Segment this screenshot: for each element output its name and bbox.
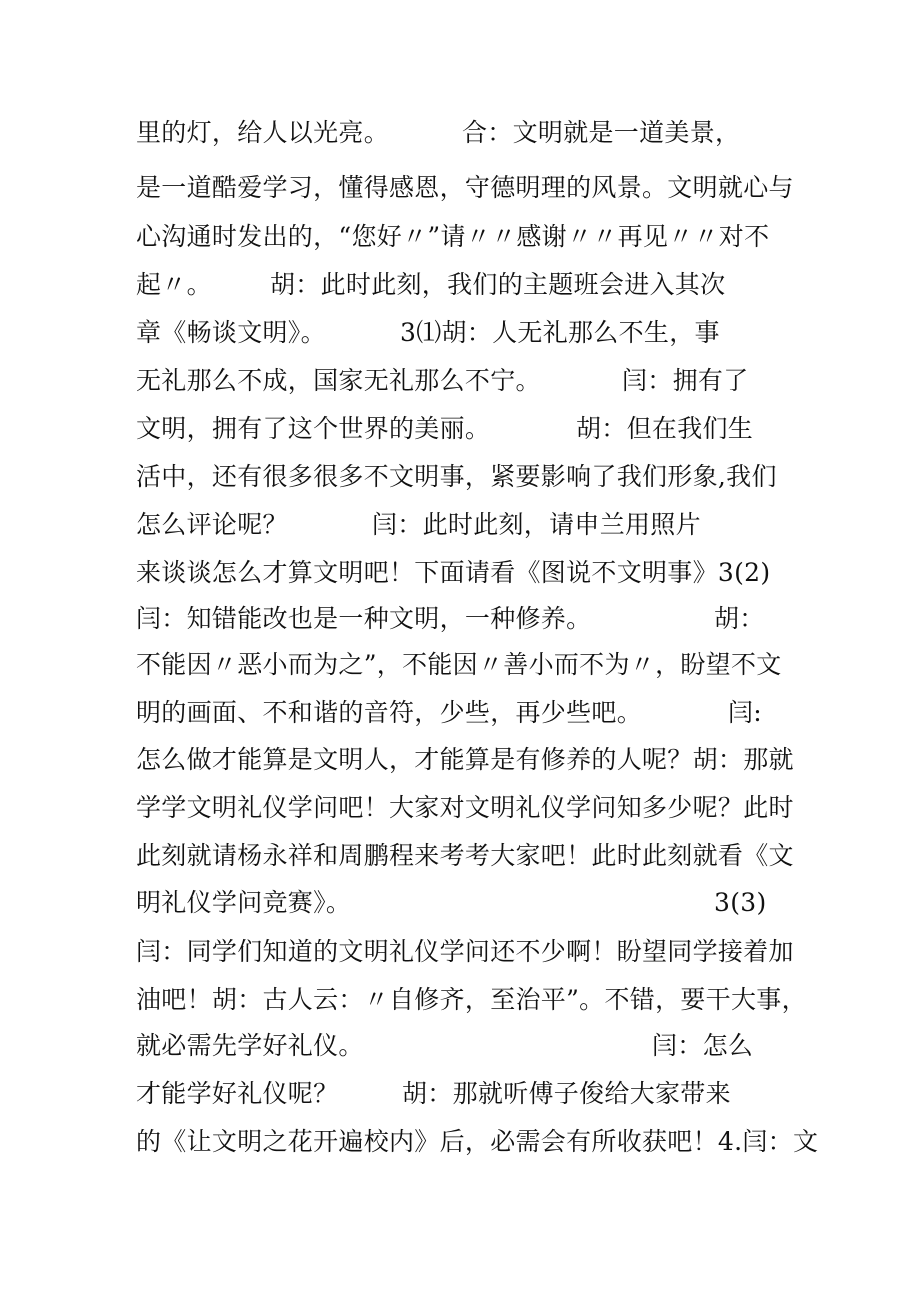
line-17-left: 明礼仪学问竞赛》。 <box>136 888 352 917</box>
line-9-right: 闫：此时此刻，请申兰用照片 <box>372 510 701 539</box>
line-1-left: 里的灯，给人以光亮。 <box>136 118 390 147</box>
line-21-left: 才能学好礼仪呢？ <box>136 1079 339 1108</box>
line-10-text: 来谈谈怎么才算文明吧！下面请看《图说不文明事》3(2) <box>136 558 771 587</box>
line-12-text: 不能因〃恶小而为之”，不能因〃善小而不为〃，盼望不文 <box>136 650 782 679</box>
line-17-right: 3(3) <box>714 888 767 917</box>
line-1-right: 合：文明就是一道美景， <box>462 118 741 147</box>
line-22-text: 的《让文明之花开遍校内》后，必需会有所收获吧！4.闫：文 <box>136 1127 819 1156</box>
line-7-right: 胡：但在我们生 <box>576 414 754 443</box>
line-5-right: 3⑴胡：人无礼那么不生，事 <box>400 318 720 347</box>
line-4-left: 起〃。 <box>136 270 212 299</box>
line-2-text: 是一道酷爱学习，懂得感恩，守德明理的风景。文明就心与 <box>136 173 794 202</box>
line-11-right: 胡： <box>714 604 765 633</box>
line-16-text: 此刻就请杨永祥和周鹏程来考考大家吧！此时此刻就看《文 <box>136 841 794 870</box>
line-11-left: 闫：知错能改也是一种文明，一种修养。 <box>136 604 592 633</box>
line-5-left: 章《畅谈文明》。 <box>136 318 326 347</box>
line-4-right: 胡：此时此刻，我们的主题班会进入其次 <box>270 270 726 299</box>
line-13-right: 闫: <box>728 698 763 727</box>
line-19-text: 油吧！胡：古人云：〃自修齐，至治平”。不错，要干大事， <box>136 985 807 1014</box>
line-18-text: 闫：同学们知道的文明礼仪学问还不少啊！盼望同学接着加 <box>136 937 794 966</box>
line-15-text: 学学文明礼仪学问吧！大家对文明礼仪学问知多少呢？此时 <box>136 793 794 822</box>
line-20-right: 闫：怎么 <box>652 1031 754 1060</box>
line-20-left: 就必需先学好礼仪。 <box>136 1031 364 1060</box>
line-9-left: 怎么评论呢？ <box>136 510 288 539</box>
line-14-text: 怎么做才能算是文明人，才能算是有修养的人呢？胡：那就 <box>136 745 794 774</box>
line-3-text: 心沟通时发出的，“您好〃”请〃〃感谢〃〃再见〃〃对不 <box>136 222 770 251</box>
line-8-text: 活中，还有很多很多不文明事，紧要影响了我们形象,我们 <box>136 462 777 491</box>
line-21-right: 胡：那就听傅子俊给大家带来 <box>402 1079 731 1108</box>
text-line-22 <box>136 1127 819 1217</box>
line-7-left: 文明，拥有了这个世界的美丽。 <box>136 414 491 443</box>
line-6-left: 无礼那么不成，国家无礼那么不宁。 <box>136 366 541 395</box>
line-6-right: 闫：拥有了 <box>622 366 749 395</box>
line-13-left: 明的画面、不和谐的音符，少些，再少些吧。 <box>136 698 643 727</box>
